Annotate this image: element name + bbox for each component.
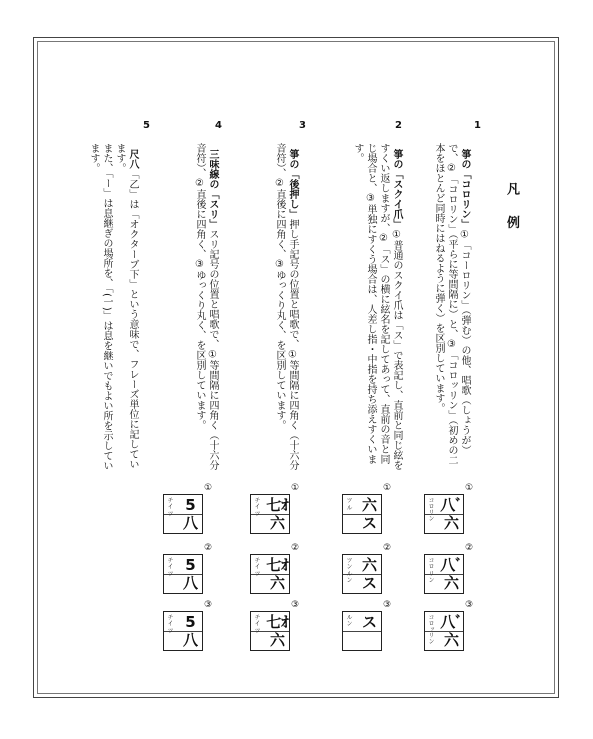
notation-shoga: チイ ツ <box>253 614 260 634</box>
example-marker: ① <box>291 483 300 493</box>
section-number-2: 2 <box>395 120 402 131</box>
example-marker: ③ <box>291 600 300 610</box>
section-5-heading: 尺八 <box>127 149 138 170</box>
notation-shoga: ルン <box>345 614 352 626</box>
notation-shoga: コロッリン <box>427 614 434 644</box>
section-5-text <box>82 143 152 473</box>
notation-symbol: 八ﾞ六 <box>440 556 463 592</box>
example-marker: ② <box>465 543 474 553</box>
notation-example-box <box>424 554 464 594</box>
section-2-text <box>348 143 416 473</box>
section-number-5: 5 <box>143 120 150 131</box>
notation-symbol: 七ｵ六 <box>266 496 289 532</box>
notation-shoga: コロリン <box>427 497 434 521</box>
notation-example-box <box>424 494 464 534</box>
section-2-heading: 箏の「スクイ爪」 <box>391 149 402 230</box>
notation-symbol: 八ﾞ六 <box>440 613 463 649</box>
notation-example-box <box>163 554 203 594</box>
notation-symbol: 八ﾞ六 <box>440 496 463 532</box>
section-4-text <box>176 143 232 473</box>
notation-shoga: チイ ツ <box>253 497 260 517</box>
notation-shoga: チイ ツ <box>166 497 173 517</box>
notation-example-box <box>163 611 203 651</box>
page-title: 凡 例 <box>504 182 519 237</box>
section-number-4: 4 <box>215 120 222 131</box>
notation-symbol: 六ス <box>361 556 377 592</box>
notation-symbol: 5八 <box>182 556 198 592</box>
section-3-text <box>256 143 312 473</box>
notation-symbol: 5八 <box>182 613 198 649</box>
section-1-body: ①「コーロリン」（弾む）の他、唱歌（しょうが）で、②「コロリン」（平らに等間隔に）と、③「コロッリン」（初めの二本をほとんど同時にはねるように弾く）を区別しています。 <box>433 143 470 465</box>
section-4-heading: 三味線の「スリ」 <box>207 149 218 230</box>
notation-symbol: 七ｵ六 <box>266 613 289 649</box>
notation-shoga: チイ ツ <box>253 557 260 577</box>
example-marker: ① <box>204 483 213 493</box>
section-number-1: 1 <box>474 120 481 131</box>
notation-example-box <box>342 554 382 594</box>
example-marker: ② <box>291 543 300 553</box>
notation-symbol: 七ｵ六 <box>266 556 289 592</box>
section-3-heading: 箏の「後押し」 <box>287 149 298 220</box>
notation-shoga: チイ ツ <box>166 614 173 634</box>
example-marker: ③ <box>383 600 392 610</box>
section-1-text <box>428 143 484 473</box>
notation-shoga: ツン ルン <box>345 557 352 583</box>
section-number-3: 3 <box>299 120 306 131</box>
example-marker: ① <box>465 483 474 493</box>
section-3-body: 押し手記号の位置と唱歌で、①等間隔に四角く（十六分音符）、②直後に四角く、③ゆっくり丸く、を区別しています。 <box>274 143 298 471</box>
section-2-body: ①普通のスクイ爪は「ス」で表記し、直前と同じ絃をすくい返しますが、②「ス」の横に絃名を記してあって、直前の音と同じ場合と、③単独にすくう場合は、人差し指・中指を持ち添えすくいます。 <box>352 143 402 471</box>
notation-example-box <box>250 554 290 594</box>
notation-symbol: ス <box>361 613 377 631</box>
notation-example-box <box>424 611 464 651</box>
notation-example-box <box>250 611 290 651</box>
example-marker: ① <box>383 483 392 493</box>
section-1-heading: 箏の「コロリン」 <box>459 149 470 230</box>
example-marker: ③ <box>465 600 474 610</box>
example-marker: ③ <box>204 600 213 610</box>
section-5-body: 「乙」は「オクターブ下」という意味で、フレーズ単位に記しています。 また、「ー」は息継ぎの場所を、「(一)」は息を継いでもよい所を示しています。 <box>88 143 138 471</box>
notation-shoga: ツ ル <box>345 497 352 511</box>
notation-example-box <box>342 494 382 534</box>
notation-shoga: コロ リン <box>427 557 434 583</box>
notation-symbol: 5八 <box>182 496 198 532</box>
example-marker: ② <box>204 543 213 553</box>
section-4-body: スリ記号の位置と唱歌で、①等間隔に四角く（十六分音符）、②直後に四角く、③ゆっくり丸く、を区別しています。 <box>194 143 218 471</box>
notation-symbol: 六ス <box>361 496 377 532</box>
notation-example-box <box>342 611 382 651</box>
example-marker: ② <box>383 543 392 553</box>
notation-example-box <box>163 494 203 534</box>
notation-example-box <box>250 494 290 534</box>
notation-shoga: チイ ツ <box>166 557 173 577</box>
